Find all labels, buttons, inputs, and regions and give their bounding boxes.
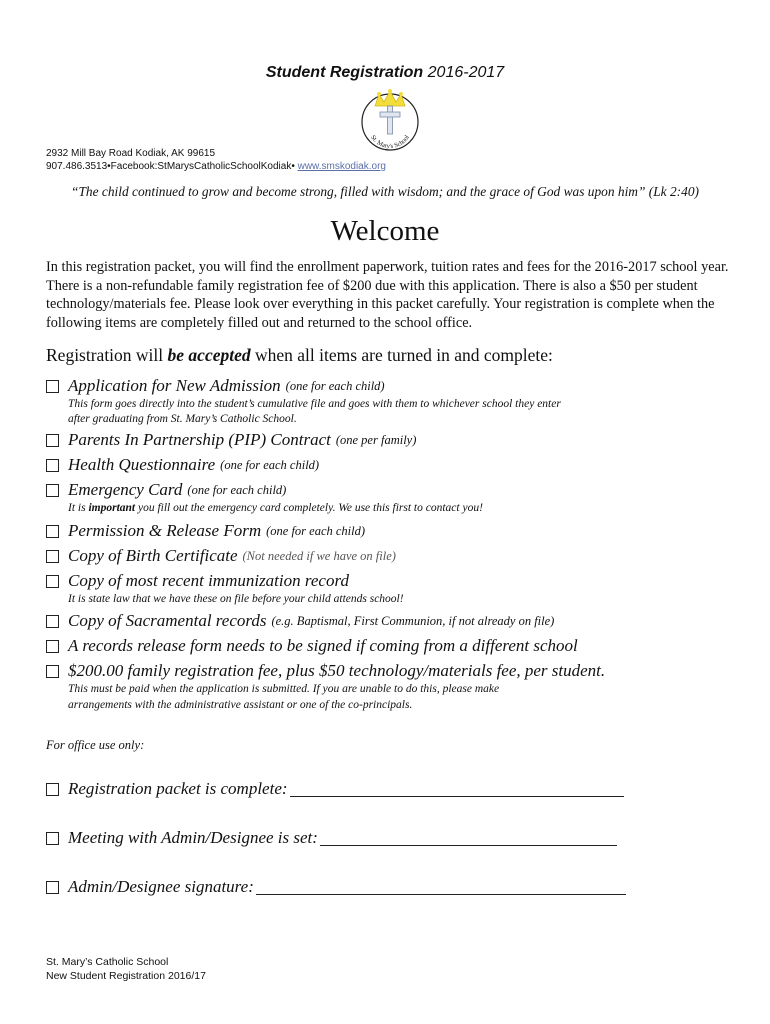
scripture-quote: “The child continued to grow and become strong, filled with wisdom; and the grace of God was upon him” (Lk 2:40) bbox=[71, 184, 699, 199]
checklist-item-birth-certificate bbox=[46, 546, 396, 566]
item-label: Health Questionnaire bbox=[68, 455, 216, 474]
item-label: Application for New Admission bbox=[68, 376, 281, 395]
signature-line[interactable] bbox=[256, 880, 626, 895]
checkbox[interactable] bbox=[46, 665, 59, 678]
welcome-heading: Welcome bbox=[330, 215, 440, 247]
website-link[interactable]: www.smskodiak.org bbox=[297, 161, 386, 172]
registration-heading bbox=[46, 345, 553, 366]
checklist-item-records-release bbox=[46, 636, 578, 656]
checklist-item-permission bbox=[46, 521, 365, 541]
item-label: Meeting with Admin/Designee is set: bbox=[68, 828, 318, 847]
page-title bbox=[0, 64, 770, 82]
checkbox[interactable] bbox=[46, 434, 59, 447]
checklist-item-pip bbox=[46, 430, 416, 450]
office-item-admin-signature bbox=[46, 877, 626, 897]
checkbox[interactable] bbox=[46, 575, 59, 588]
item-label: Copy of most recent immunization record bbox=[68, 571, 349, 590]
title-bold: Student Registration bbox=[265, 64, 424, 81]
reg-heading-emphasis: be accepted bbox=[167, 345, 251, 365]
item-label: Permission & Release Form bbox=[68, 521, 262, 540]
item-label: $200.00 family registration fee, plus $50 technology/materials fee, per student. bbox=[68, 661, 606, 680]
emergency-note-before: It is bbox=[68, 502, 86, 514]
title-year: 2016-2017 bbox=[427, 64, 505, 81]
fee-note-2: arrangements with the administrative assistant or one of the co-principals. bbox=[68, 699, 413, 711]
item-note: (one per family) bbox=[335, 432, 417, 447]
intro-paragraph: In this registration packet, you will find the enrollment paperwork, tuition rates and fees for the 2016-2017 school year. There is a non-refundable family registration fee of $200 due with this application. There is also a $50 per student technology/materials fee. Please look over everything in this packet carefully. Your registration is complete when the following items are completely filled out and returned to the school office. bbox=[46, 259, 729, 331]
emergency-note bbox=[68, 500, 483, 516]
checklist-item-emergency bbox=[46, 480, 286, 500]
office-use-heading: For office use only: bbox=[46, 738, 145, 752]
checklist-item-application bbox=[46, 376, 385, 396]
item-label: Registration packet is complete: bbox=[68, 779, 288, 798]
application-note-2: after graduating from St. Mary’s Catholic School. bbox=[68, 413, 297, 425]
item-note: (one for each child) bbox=[266, 523, 366, 538]
checklist-item-fee bbox=[46, 661, 605, 681]
emergency-note-bold: important bbox=[88, 502, 136, 514]
item-label: Copy of Birth Certificate bbox=[68, 546, 238, 565]
logo-text: St. Mary's School bbox=[369, 134, 411, 151]
item-label: Admin/Designee signature: bbox=[68, 877, 254, 896]
office-item-packet-complete bbox=[46, 779, 624, 799]
checklist-item-sacramental bbox=[46, 611, 554, 631]
emergency-note-after: you fill out the emergency card completely. We use this first to contact you! bbox=[137, 502, 483, 514]
footer-document-name: New Student Registration 2016/17 bbox=[46, 970, 206, 982]
checkbox[interactable] bbox=[46, 881, 59, 894]
item-label: Copy of Sacramental records bbox=[68, 611, 267, 630]
item-note: (one for each child) bbox=[187, 482, 287, 497]
item-label: Parents In Partnership (PIP) Contract bbox=[68, 430, 331, 449]
checkbox[interactable] bbox=[46, 525, 59, 538]
address-line-2 bbox=[46, 161, 386, 172]
footer-school-name: St. Mary’s Catholic School bbox=[46, 956, 169, 968]
item-label: A records release form needs to be signed if coming from a different school bbox=[68, 636, 578, 655]
signature-line[interactable] bbox=[290, 782, 624, 797]
checkbox[interactable] bbox=[46, 484, 59, 497]
office-item-meeting-set bbox=[46, 828, 617, 848]
item-note: (e.g. Baptismal, First Communion, if not already on file) bbox=[271, 613, 555, 628]
item-note: (one for each child) bbox=[220, 457, 320, 472]
item-label: Emergency Card bbox=[68, 480, 183, 499]
checklist-item-immunization bbox=[46, 571, 349, 591]
application-note-1: This form goes directly into the student’s cumulative file and goes with them to whichever school they enter bbox=[68, 398, 561, 410]
fee-note-1: This must be paid when the application is submitted. If you are unable to do this, please make bbox=[68, 683, 500, 695]
checkbox[interactable] bbox=[46, 783, 59, 796]
school-logo bbox=[357, 86, 423, 152]
contact-text: 907.486.3513•Facebook:StMarysCatholicSchoolKodiak• bbox=[46, 161, 295, 172]
reg-heading-before: Registration will bbox=[46, 345, 164, 365]
checkbox[interactable] bbox=[46, 380, 59, 393]
immunization-note: It is state law that we have these on file before your child attends school! bbox=[68, 593, 404, 605]
item-note: (Not needed if we have on file) bbox=[242, 548, 396, 563]
address-line-1: 2932 Mill Bay Road Kodiak, AK 99615 bbox=[46, 148, 215, 159]
signature-line[interactable] bbox=[320, 831, 617, 846]
checkbox[interactable] bbox=[46, 550, 59, 563]
reg-heading-after: when all items are turned in and complete: bbox=[254, 345, 553, 365]
checkbox[interactable] bbox=[46, 615, 59, 628]
checkbox[interactable] bbox=[46, 640, 59, 653]
checkbox[interactable] bbox=[46, 832, 59, 845]
checklist-item-health bbox=[46, 455, 319, 475]
checkbox[interactable] bbox=[46, 459, 59, 472]
item-note: (one for each child) bbox=[285, 378, 385, 393]
